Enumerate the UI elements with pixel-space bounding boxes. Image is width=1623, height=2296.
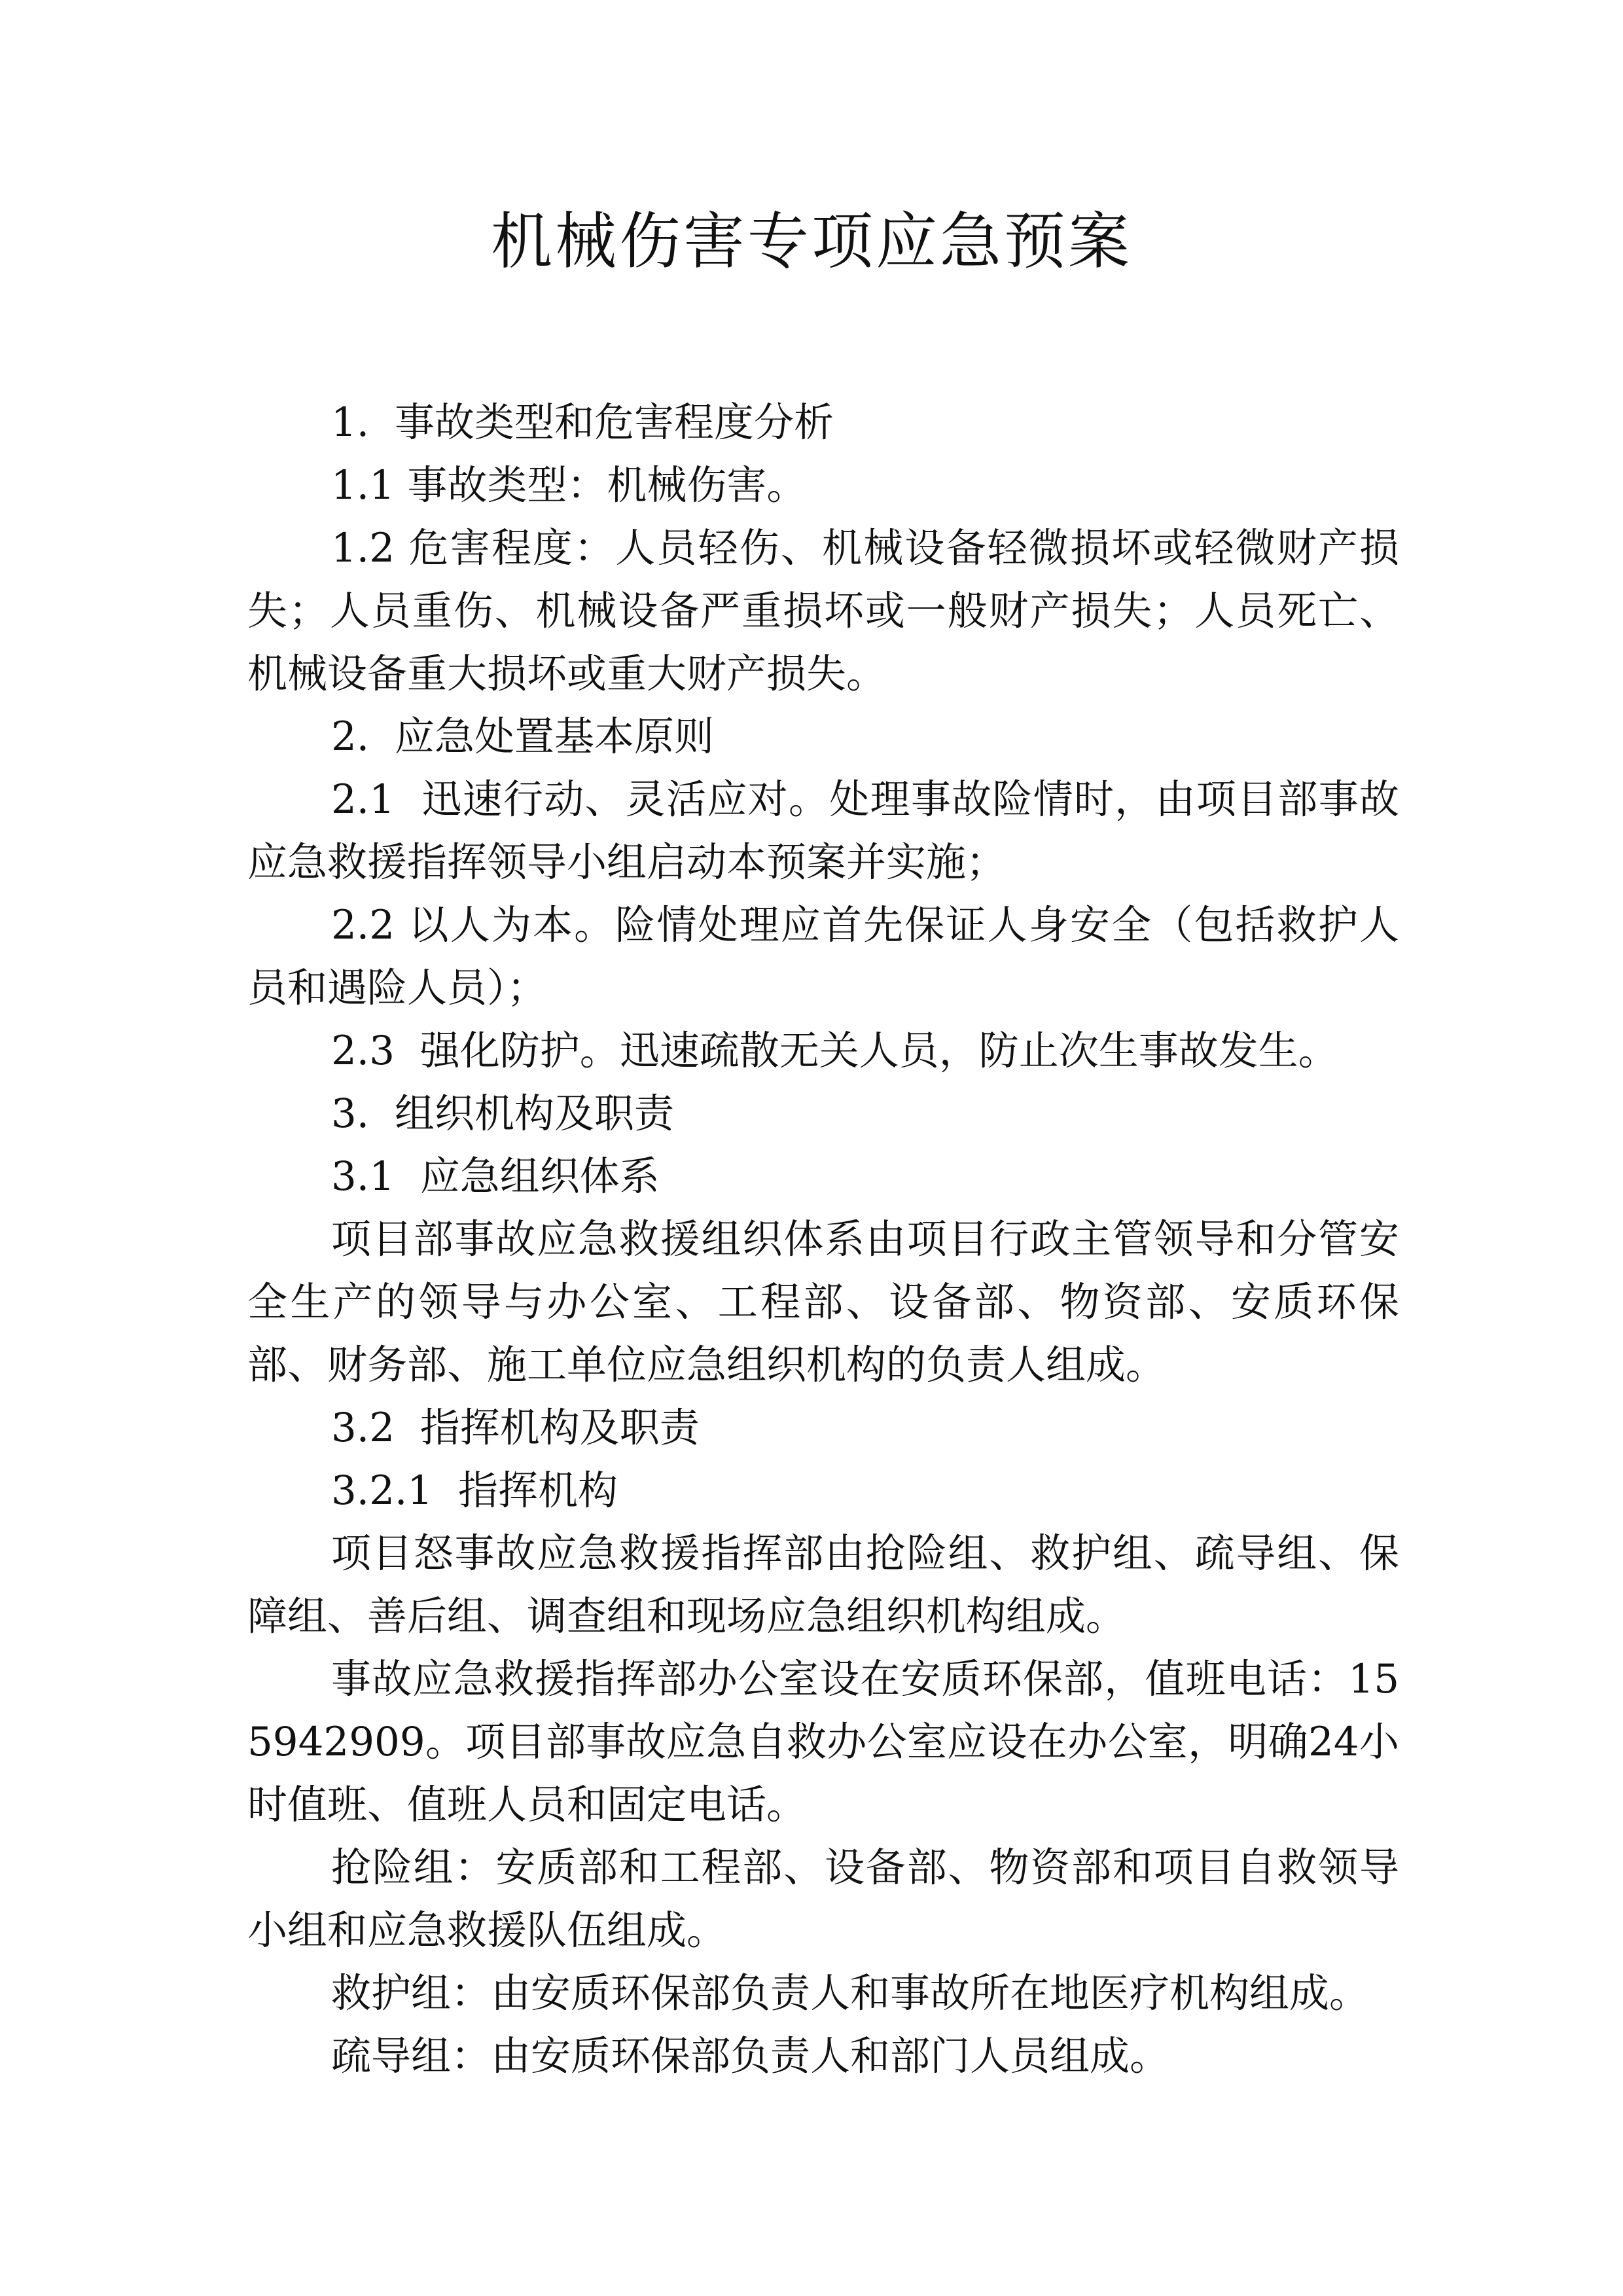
paragraph-guidance-group: 疏导组：由安质环保部负责人和部门人员组成。 (331, 2033, 1170, 2079)
paragraph-2-1: 2.1 迅速行动、灵活应对。处理事故险情时，由项目部事故应急救援指挥领导小组启动本预案并实施； (247, 776, 1399, 886)
paragraph-3-2-1-a: 项目怒事故应急救援指挥部由抢险组、救护组、疏导组、保障组、善后组、调查组和现场应急组织机构组成。 (247, 1530, 1399, 1640)
document-title: 机械伤害专项应急预案 (490, 206, 1132, 278)
paragraph-1-2: 1.2 危害程度：人员轻伤、机械设备轻微损坏或轻微财产损失；人员重伤、机械设备严重损坏或一般财产损失；人员死亡、机械设备重大损坏或重大财产损失。 (247, 525, 1399, 697)
heading-2: 2. 应急处置基本原则 (331, 713, 714, 760)
paragraph-medical-group: 救护组：由安质环保部负责人和事故所在地医疗机构组成。 (331, 1970, 1370, 2017)
paragraph-2-2: 2.2 以人为本。险情处理应首先保证人身安全（包括救护人员和遇险人员）； (247, 902, 1399, 1011)
document-body (247, 391, 1399, 2088)
paragraph-2-3: 2.3 强化防护。迅速疏散无关人员，防止次生事故发生。 (331, 1028, 1338, 1074)
paragraph-1-1: 1.1 事故类型：机械伤害。 (331, 462, 807, 509)
paragraph-rescue-group: 抢险组：安质部和工程部、设备部、物资部和项目自救领导小组和应急救援队伍组成。 (247, 1844, 1399, 1954)
paragraph-3-1: 项目部事故应急救援组织体系由项目行政主管领导和分管安全生产的领导与办公室、工程部、设备部、物资部、安质环保部、财务部、施工单位应急组织机构的负责人组成。 (247, 1216, 1399, 1388)
paragraph-3-2-1-b: 事故应急救援指挥部办公室设在安质环保部，值班电话：155942909。项目部事故应急自救办公室应设在办公室，明确24小时值班、值班人员和固定电话。 (247, 1656, 1399, 1828)
heading-1: 1. 事故类型和危害程度分析 (331, 399, 834, 446)
heading-3-2: 3.2 指挥机构及职责 (331, 1405, 700, 1451)
heading-3: 3. 组织机构及职责 (331, 1090, 674, 1137)
heading-3-2-1: 3.2.1 指挥机构 (331, 1467, 618, 1514)
heading-3-1: 3.1 应急组织体系 (331, 1153, 660, 1200)
